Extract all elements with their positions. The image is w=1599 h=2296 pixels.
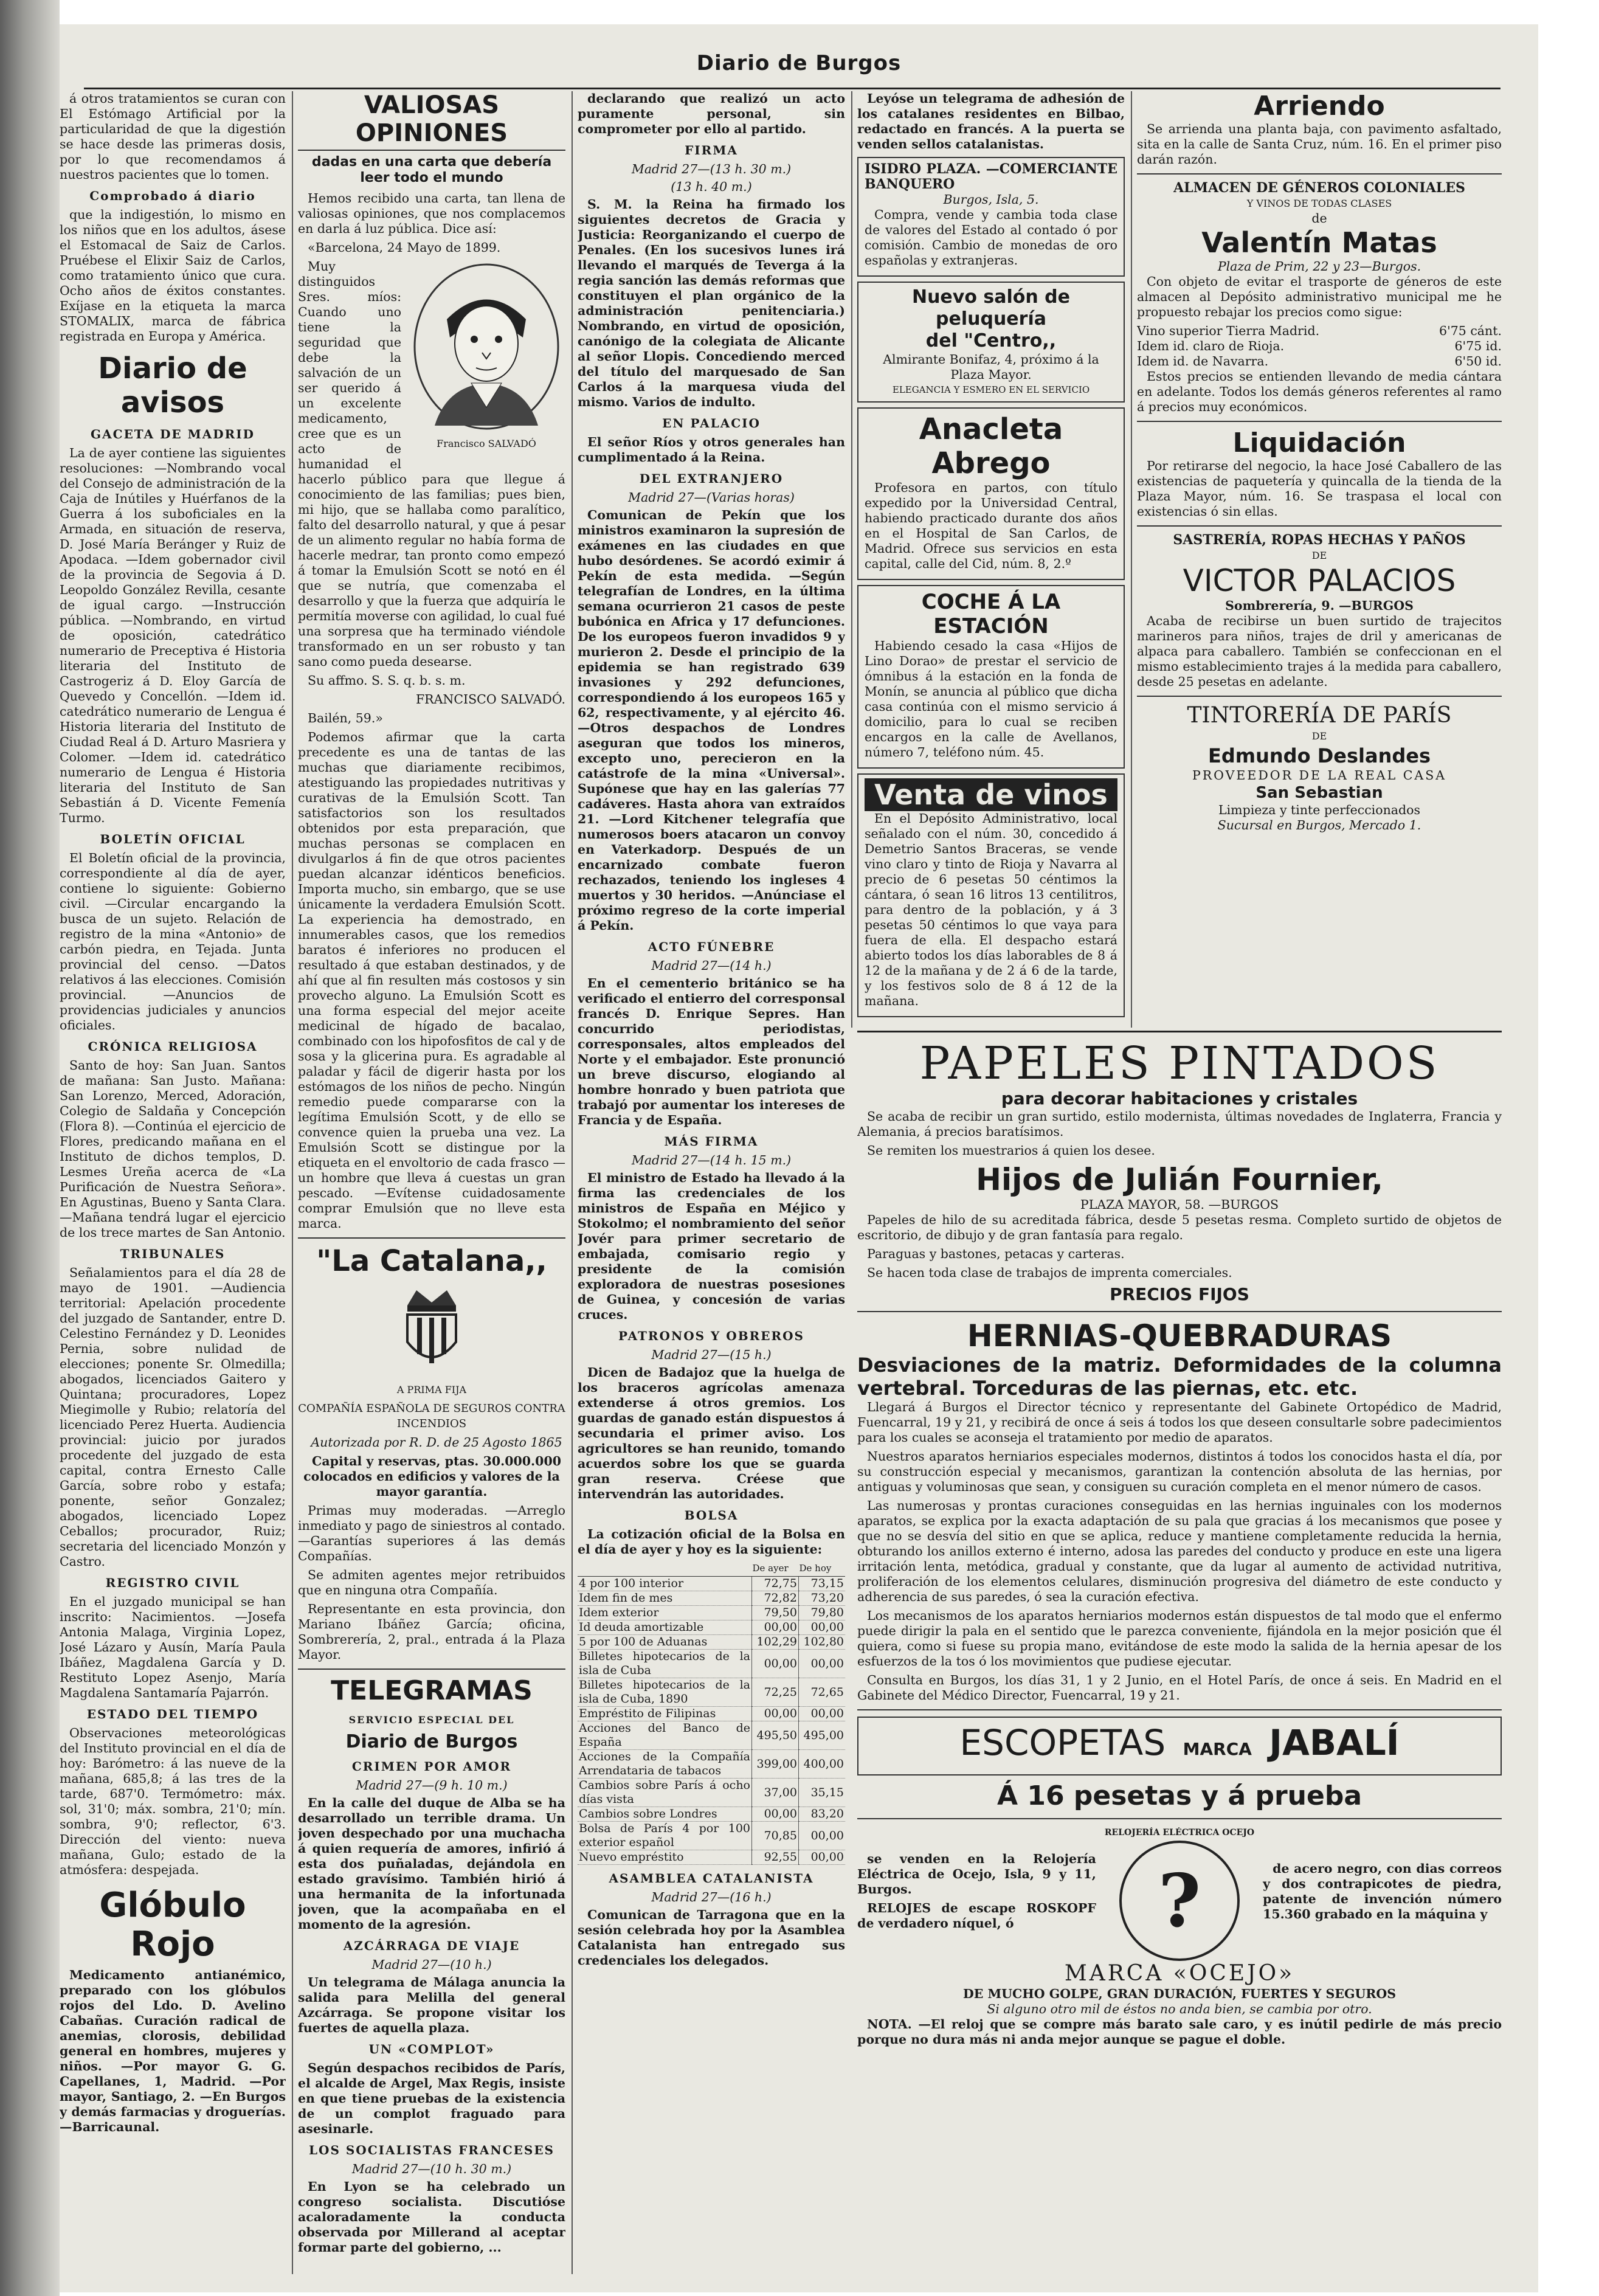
hernias-subtitle: Desviaciones de la matriz. Deformidades de la columna vertebral. Torceduras de las piernas, etc. etc. [857, 1354, 1502, 1400]
section-title: CRÓNICA RELIGIOSA [88, 1039, 258, 1054]
ad-text: Nuestros aparatos herniarios especiales modernos, distintos á todos los conocidos hasta el día, por su construcción especial y mecanismos, garantizan la contención absoluta de las hernias, por antiguas y voluminosas que sean, y consiguen su curación completa en el menor número de casos. [857, 1449, 1502, 1494]
bolsa-row [578, 1707, 845, 1721]
price-label: Idem id. de Navarra. [1137, 354, 1269, 368]
dateline: Madrid 27—(13 h. 30 m.) [631, 162, 792, 176]
masthead-title: Diario de Burgos [696, 51, 902, 75]
ad-address: Plaza de Prim, 22 y 23—Burgos. [1217, 259, 1421, 274]
bolsa-row [578, 1650, 845, 1678]
price-label: Vino superior Tierra Madrid. [1137, 323, 1320, 338]
ad-address: Sombrerería, 9. —BURGOS [1225, 598, 1414, 613]
bolsa-row [578, 1750, 845, 1779]
ad-anacleta [857, 407, 1125, 580]
ad-title: ALMACEN DE GÉNEROS COLONIALES [1173, 180, 1465, 196]
escopetas-title: ESCOPETAS [959, 1722, 1166, 1763]
ad-text: Los mecanismos de los aparatos herniarios modernos están dispuestos de tal modo que el enfermo puede dirigir la pala en el sentido que le parezca conveniente, fijándola en la mejor posición que él quiera, como si fuese su propia mano, evitándose de este modo la salida de la hernia apesar de los esfuerzos de la tos ó los movimientos que pudiese ejecutar. [857, 1608, 1502, 1668]
ad-text: Estos precios se entienden llevando de media cántara en adelante. Todos los demás géneros referentes al ramo á precios muy económicos. [1137, 369, 1502, 414]
dateline: Madrid 27—(15 h.) [651, 1347, 772, 1362]
section-title: FIRMA [685, 143, 738, 157]
section-title: BOLETÍN OFICIAL [100, 832, 246, 846]
ad-text: RELOJES de escape ROSKOPF de verdadero níquel, ó [857, 1901, 1096, 1931]
hernias-title: HERNIAS-QUEBRADURAS [967, 1318, 1392, 1354]
bolsa-value: 73,15 [799, 1577, 846, 1591]
article-text: á otros tratamientos se curan con El Estómago Artificial por la particularidad de que la digestión se hace desde las primeras dosis, por lo que recomendamos á nuestros pacientes que lo tomen. [60, 91, 286, 182]
catalana-company: COMPAÑÍA ESPAÑOLA DE SEGUROS CONTRA INCENDIOS [298, 1402, 565, 1430]
bolsa-row [578, 1822, 845, 1850]
column-rule [1131, 91, 1132, 1028]
section-title: REGISTRO CIVIL [105, 1575, 240, 1590]
bolsa-row [578, 1678, 845, 1707]
article-text: Dicen de Badajoz que la huelga de los braceros agrícolas amenaza extenderse á otros gremios. Los guardas de ganado están dispuestos á secundaria el primer aviso. Los agricultores se han reunido, tomando acuerdos sobre los que se guarda gran reserva. Créese que intervendrán las autoridades. [578, 1365, 845, 1501]
ad-title: COCHE Á LA ESTACIÓN [921, 590, 1061, 638]
section-title: BOLSA [684, 1508, 739, 1523]
relojes-right [1263, 1861, 1502, 1926]
bolsa-value: 37,00 [752, 1779, 799, 1807]
column-2 [578, 91, 845, 2280]
column-0 [60, 91, 286, 2280]
ad-text: Consulta en Burgos, los días 31, 1 y 2 Junio, en el Hotel París, de once á seis. En Madrid en el Gabinete del Médico Director, Fuencarral, 19 y 21. [857, 1673, 1502, 1703]
bolsa-row [578, 1635, 845, 1650]
ad-text: Compra, vende y cambia toda clase de valores del Estado al contado ó por comisión. Cambio de monedas de oro españolas y extranjeras. [865, 207, 1117, 268]
ad-connector: de [1311, 211, 1327, 226]
article-text: En la calle del duque de Alba se ha desarrollado un terrible drama. Un joven despechado por una muchacha á quien requería de amores, infirió á esta dos puñaladas, dejándola en estado gravísimo. También hirió á una hermanita de la infortunada joven, que la acompañaba en el momento de la agresión. [298, 1796, 565, 1932]
telegramas-title: TELEGRAMAS [331, 1675, 533, 1706]
bolsa-value: 495,00 [799, 1721, 846, 1750]
bolsa-label: Cambios sobre Londres [578, 1807, 752, 1822]
ad-address: Burgos, Isla, 5. [943, 192, 1039, 207]
bolsa-row [578, 1721, 845, 1750]
dateline: Madrid 27—(10 h.) [371, 1957, 492, 1972]
column-rule [851, 91, 852, 1028]
article-text: Muy distinguidos Sres. míos: Cuando uno tiene la seguridad que debe la salvación de un ser querido á un excelente medicamento, cree que es un acto de humanidad el hacerlo público para que llegue á conocimiento de las familias; pues bien, mi hijo, que se hallaba como paralítico, falto del desarrollo natural, y que á pesar de un alimento regular no había forma de hacerle medrar, tan pronto como empezó á tomar la Emulsión Scott se notó en él que se nutría, que comenzaba el desarrollo y que la fuerza que adquiría le permitía moverse con agilidad, lo cual fué una sorpresa que ha terminado viéndole transformado en un ser robusto y tan sano como pueda desearse. [298, 259, 565, 669]
section-title: ESTADO DEL TIEMPO [86, 1707, 259, 1721]
ad-subtitle: Y VINOS DE TODAS CLASES [1246, 198, 1392, 209]
bolsa-value: 72,65 [799, 1678, 846, 1707]
article-text: S. M. la Reina ha firmado los siguientes decretos de Gracia y Justicia: Reorganizando el cuerpo de Penales. (En los sucesivos lunes irá llevando el marqués de Teverga á la regia sanción las demás reformas que constituyen el plan orgánico de la administración penitenciaria.) Nombrando, en virtud de oposición, canónigo de la colegiata de Alicante al señor Llopis. Concediendo merced del título del marquesado de San Carlos á la marquesa viuda del mismo. Varios de indulto. [578, 197, 845, 409]
globulo-rojo-title: Glóbulo Rojo [99, 1886, 246, 1964]
bolsa-table [578, 1561, 845, 1865]
article-text: Medicamento antianémico, preparado con los glóbulos rojos del Ldo. D. Avelino Cabañas. Curación radical de anemias, clorosis, debilidad general en hombres, mujeres y niños. —Por mayor G. G. Capellanes, 1, Madrid. —Por mayor, Santiago, 2. —En Burgos y demás farmacias y droguerías. —Barricaunal. [60, 1968, 286, 2134]
bolsa-row [578, 1779, 845, 1807]
bolsa-label: Nuevo empréstito [578, 1850, 752, 1865]
bolsa-label: Cambios sobre París á ocho días vista [578, 1779, 752, 1807]
bolsa-value: 00,00 [752, 1807, 799, 1822]
ad-connector: DE [1311, 550, 1327, 561]
ad-address: Almirante Bonifaz, 4, próximo á la Plaza Mayor. [883, 352, 1099, 382]
relojes-ad [857, 1825, 1502, 1961]
article-text: En el juzgado municipal se han inscrito: Nacimientos. —Josefa Antonia Malaga, Virginia Lopez, José Lázaro y Ausín, María Paula Ibáñez, Magdalena García y D. Restituto Lopez Asenjo, María Magdalena Santamaría Pajarrón. [60, 1594, 286, 1700]
article-text: Señalamientos para el día 28 de mayo de 1901. —Audiencia territorial: Apelación procedente del juzgado de Santander, entre D. Celestino Fernández y D. Leonides Pernia, sobre nulidad de elecciones; ponente Sr. Olmedilla; abogados, licenciados Gaitero y Quintana; procuradores, Lopez Miegimolle y Rubio; relatoría del licenciado Perez Huerta. Audiencia provincial: juicio por jurados procedente del juzgado de esta capital, contra Ernesto Calle García, sobre robo y estafa; ponente, señor Gonzalez; abogados, licenciado Lopez Ceballos; procurador, Ruiz; secretaria del licenciado Monzón y Castro. [60, 1265, 286, 1569]
precios-fijos: PRECIOS FIJOS [1110, 1284, 1249, 1304]
article-text: Según despachos recibidos de París, el alcalde de Argel, Max Regis, insiste en que tiene pruebas de la existencia de un complot fraguado para asesinarle. [298, 2061, 565, 2136]
article-text: Observaciones meteorológicas del Instituto provincial en el día de hoy: Barómetro: á las nueve de la mañana, 685,8; á las tres de la tarde, 687'0. Termómetro: máx. sol, 31'0; máx. sombra, 21'0; mín. sombra, 9'0; reflector, 6'3. Dirección del viento: nueva mañana, Gulo; estado de la atmósfera: despejada. [60, 1726, 286, 1877]
ad-connector: DE [1311, 730, 1327, 742]
bolsa-value: 00,00 [799, 1650, 846, 1678]
bolsa-label: 5 por 100 de Aduanas [578, 1635, 752, 1650]
ad-title: ISIDRO PLAZA. —COMERCIANTE BANQUERO [865, 161, 1117, 192]
valiosas-title: VALIOSAS OPINIONES [298, 91, 565, 151]
portrait-caption: Francisco SALVADÓ [437, 438, 536, 449]
column-3 [857, 91, 1125, 1040]
catalana-capital: Capital y reservas, ptas. 30.000.000 colocados en edificios y valores de la mayor garantía. [303, 1454, 561, 1499]
bolsa-value: 72,25 [752, 1678, 799, 1707]
article-text: Hemos recibido una carta, tan llena de valiosas opiniones, que nos complacemos en darla á luz pública. Dice así: [298, 191, 565, 236]
catalana-title: "La Catalana,, [316, 1244, 547, 1278]
article-text: declarando que realizó un acto puramente personal, sin comprometer por ello al partido. [578, 91, 845, 136]
bolsa-value: 00,00 [799, 1707, 846, 1721]
masthead [60, 51, 1538, 88]
divider [1137, 421, 1502, 422]
section-title: MÁS FIRMA [664, 1134, 759, 1149]
escopetas-marca: MARCA [1183, 1739, 1252, 1759]
bolsa-value: 79,80 [799, 1606, 846, 1620]
article-text: Comunican de Tarragona que en la sesión celebrada hoy por la Asamblea Catalanista han entregado sus credenciales los delegados. [578, 1907, 845, 1968]
dateline: Madrid 27—(10 h. 30 m.) [351, 2162, 512, 2176]
ad-text: DE MUCHO GOLPE, GRAN DURACIÓN, FUERTES Y SEGUROS [962, 1987, 1397, 2001]
ad-address: Sucursal en Burgos, Mercado 1. [1217, 818, 1421, 832]
bolsa-row [578, 1620, 845, 1635]
bolsa-value: 00,00 [752, 1650, 799, 1678]
article-text: El señor Ríos y otros generales han cumplimentado á la Reina. [578, 435, 845, 465]
bolsa-row [578, 1577, 845, 1591]
price-row [1137, 339, 1502, 354]
bolsa-label: Billetes hipotecarios de la isla de Cuba [578, 1650, 752, 1678]
bolsa-header-ayer: De ayer [752, 1561, 799, 1577]
bolsa-label: Bolsa de París 4 por 100 exterior español [578, 1822, 752, 1850]
catalana-motto: A PRIMA FIJA [396, 1384, 467, 1395]
bolsa-label: Idem exterior [578, 1606, 752, 1620]
ad-text: Se arrienda una planta baja, con pavimento asfaltado, sita en la calle de Santa Cruz, núm. 16. En el primer piso darán razón. [1137, 122, 1502, 167]
ad-text: Habiendo cesado la casa «Hijos de Lino Dorao» de prestar el servicio de ómnibus á la estación en la fonda de Monín, se anuncia al público que dicha casa continúa con el mismo servicio á domicilio, para lo cual se reciben encargos en la calle de Avellanos, número 7, teléfono núm. 45. [865, 638, 1117, 759]
ad-coche [857, 585, 1125, 769]
bolsa-value: 00,00 [799, 1620, 846, 1635]
bolsa-row [578, 1807, 845, 1822]
bolsa-value: 102,29 [752, 1635, 799, 1650]
bolsa-value: 79,50 [752, 1606, 799, 1620]
section-title: CRIMEN POR AMOR [351, 1759, 512, 1774]
ad-text: Paraguas y bastones, petacas y carteras. [867, 1247, 1125, 1261]
dateline: (13 h. 40 m.) [671, 179, 752, 194]
papeles-subtitle: para decorar habitaciones y cristales [1001, 1088, 1358, 1108]
article-text: Representante en esta provincia, don Mariano Ibáñez García; oficina, Sombrerería, 2, pral., entrada á la Plaza Mayor. [298, 1602, 565, 1662]
ad-title: SASTRERÍA, ROPAS HECHAS Y PAÑOS [1173, 532, 1466, 548]
article-text: Podemos afirmar que la carta precedente es una de tantas de las muchas que diariamente recibimos, atestiguando las propiedades nutritivas y curativas de la Emulsión Scott. Tan satisfactorios son los resultados obtenidos por esta preparación, que muchas personas se complacen en divulgarlos á fin de que otros pacientes puedan alcanzar idénticos beneficios. Importa mucho, sin embargo, que se use únicamente la verdadera Emulsión Scott. La experiencia ha demostrado, en innumerables casos, que los remedios baratos é inferiores no producen el resultado á que estaban destinados, y de ahí que al fin resulten más costosos y sin provecho alguno. La Emulsión Scott es una forma especial del mejor aceite medicinal de hígado de bacalao, combinado con los hipofosfitos de cal y de sosa y la glicerina pura. Es agradable al paladar y fácil de digerir hasta por los estómagos de los niños de pecho. Ningún remedio puede compararse con la legítima Emulsión Scott, y de ello se convence quien la prueba una vez. La Emulsión Scott se distingue por la etiqueta en el envoltorio de cada frasco —un hombre que lleva á cuestas un gran pescado. —Evítense cuidadosamente comprar Emulsión que no lleve esta marca. [298, 730, 565, 1231]
bolsa-value: 102,80 [799, 1635, 846, 1650]
article-text: El Boletín oficial de la provincia, correspondiente al día de ayer, contiene lo siguiente: Gobierno civil. —Circular encargando la busca de un sujeto. Relación de registro de la mina «Antonio» de carbón piedra, en Tejada. Junta provincial del censo. —Datos relativos á las elecciones. Comisión provincial. —Anuncios de providencias judiciales y anuncios oficiales. [60, 851, 286, 1032]
bolsa-rows [578, 1577, 845, 1865]
portrait-illustration [407, 261, 565, 456]
ad-address: PLAZA MAYOR, 58. —BURGOS [1080, 1197, 1279, 1212]
ad-text: Papeles de hilo de su acreditada fábrica, desde 5 pesetas resma. Completo surtido de objetos de escritorio, de dibujo y de gran fantasía para regalo. [857, 1212, 1502, 1242]
hijos-fournier: Hijos de Julián Fournier, [976, 1162, 1383, 1197]
bolsa-row [578, 1850, 845, 1865]
ad-name: del "Centro,, [925, 330, 1057, 351]
watch-icon: ? [1119, 1841, 1240, 1961]
bolsa-row [578, 1591, 845, 1606]
letter-place: Bailén, 59.» [308, 711, 383, 725]
ad-note: NOTA. —El reloj que se compre más barato sale caro, y es inútil pedirle de más precio porque no dura más ni anda mejor aunque se pague el doble. [857, 2017, 1502, 2047]
article-text: que la indigestión, lo mismo en los niños que en los adultos, ásese el Estomacal de Saiz de Carlos. Pruébese el Elixir Saiz de Carlos, como tratamiento único que cura. Ocho años de éxitos constantes. Exíjase en la etiqueta la marca STOMALIX, marca de fábrica registrada en Europa y América. [60, 207, 286, 344]
section-title: DEL EXTRANJERO [639, 471, 784, 486]
letter-signature: FRANCISCO SALVADÓ. [415, 692, 565, 707]
section-title: EN PALACIO [662, 416, 761, 431]
article-text: La cotización oficial de la Bolsa en el día de ayer y hoy es la siguiente: [578, 1527, 845, 1557]
bolsa-header-hoy: De hoy [799, 1561, 846, 1577]
bolsa-value: 73,20 [799, 1591, 846, 1606]
ad-text: se venden en la Relojería Eléctrica de Ocejo, Isla, 9 y 11, Burgos. [857, 1852, 1096, 1897]
dateline: Madrid 27—(14 h. 15 m.) [631, 1153, 792, 1167]
papeles-title: PAPELES PINTADOS [919, 1039, 1440, 1090]
divider [857, 1311, 1502, 1312]
bolsa-value: 72,82 [752, 1591, 799, 1606]
article-text: Comunican de Pekín que los ministros examinaron la supresión de exámenes en las ciudades en que hubo desórdenes. Se acordó eximir á Pekín de esta medida. —Según telegrafían de Londres, en la última semana ocurrieron 21 casos de peste bubónica en Africa y 17 defunciones. De los europeos fueron invadidos 9 y murieron 2. Desde el principio de la epidemia se han registrado 639 invasiones y 292 defunciones, correspondiendo á los europeos 165 y 62, respectivamente, y al ejército 46. —Otros despachos de Londres aseguran que todos los mineros, excepto uno, perecieron en la catástrofe de la mina «Universal». Supónese que hay en las galerías 77 cadáveres. Hasta ahora van extraídos 21. —Lord Kitchener telegrafía que numerosos boers atacaron un convoy en Vaterkadorp. Después de un encarnizado combate fueron rechazados, teniendo los ingleses 4 muertos y 30 heridos. —Anúnciase el próximo regreso de la corte imperial á Pekín. [578, 508, 845, 933]
bolsa-value: 72,75 [752, 1577, 799, 1591]
price-value: 6'75 cánt. [1439, 323, 1502, 338]
price-value: 6'75 id. [1454, 339, 1502, 353]
ad-subtitle: PROVEEDOR DE LA REAL CASA [1192, 768, 1447, 783]
bolsa-value: 70,85 [752, 1822, 799, 1850]
ad-text: Acaba de recibirse un buen surtido de trajecitos marineros para niños, trajes de dril y americanas de alpaca para caballero. También se confeccionan en el mismo establecimiento trajes á la medida para caballero, desde 25 pesetas en adelante. [1137, 614, 1502, 689]
ad-text: Limpieza y tinte perfeccionados [1218, 803, 1420, 817]
section-title: ACTO FÚNEBRE [648, 939, 775, 954]
divider [1137, 696, 1502, 697]
ad-title: TINTORERÍA DE PARÍS [1187, 703, 1452, 728]
divider [1137, 525, 1502, 527]
bolsa-value: 35,15 [799, 1779, 846, 1807]
price-list [1137, 323, 1502, 369]
boy-portrait-icon [410, 261, 562, 432]
ad-peluqueria [857, 282, 1125, 403]
wide-ads [857, 1039, 1502, 2273]
divider [298, 1237, 565, 1239]
ad-name: Edmundo Deslandes [1207, 744, 1431, 767]
bolsa-label: Acciones del Banco de España [578, 1721, 752, 1750]
bolsa-label: Idem fin de mes [578, 1591, 752, 1606]
ad-vinos [857, 773, 1125, 1017]
bolsa-label: Empréstito de Filipinas [578, 1707, 752, 1721]
article-text: En el cementerio británico se ha verificado el entierro del corresponsal francés D. Enrique Sepres. Han concurrido periodistas, corresponsales, altos empleados del Norte y el embajador. Este pronunció un breve discurso, elogiando al hombre honrado y buen patriota que trabajó por aumentar los intereses de Francia y de España. [578, 976, 845, 1127]
dateline: Madrid 27—(9 h. 10 m.) [356, 1778, 508, 1793]
servicio-label: SERVICIO ESPECIAL DEL [348, 1714, 515, 1726]
ad-text: Por retirarse del negocio, la hace José Caballero de las existencias de paquetería y quincalla de la tienda de la Plaza Mayor, núm. 16. Se traspasa el local con existencias ó sin ellas. [1137, 458, 1502, 519]
ad-text: En el Depósito Administrativo, local señalado con el núm. 30, concedido á Demetrio Santos Braceras, se vende vino claro y tinto de Rioja y Navarra al precio de 6 pesetas 50 céntimos la cántara, ó sean 16 litros 13 centilitros, para dentro de la población, y á 3 pesetas 50 céntimos lo que vaya para fuera de ella. El despacho estará abierto todos los días laborables de 8 á 12 de la mañana y de 2 á 6 de la tarde, y los festivos solo de 8 á 12 de la mañana. [865, 811, 1117, 1008]
article-text: Leyóse un telegrama de adhesión de los catalanes residentes en Bilbao, redactado en francés. A la puerta se venden sellos catalanistas. [857, 91, 1125, 151]
watch-ring-text: RELOJERÍA ELÉCTRICA OCEJO [1104, 1828, 1255, 1838]
newspaper-page [60, 24, 1538, 2292]
ad-isidro-plaza [857, 157, 1125, 277]
article-text: Un telegrama de Málaga anuncia la salida para Melilla del general Azcárraga. Se propone visitar los fuertes de aquella plaza. [298, 1975, 565, 2035]
bolsa-value: 00,00 [752, 1620, 799, 1635]
column-4 [1137, 91, 1502, 1040]
ad-text: Se remiten los muestrarios á quien los desee. [867, 1143, 1155, 1158]
price-value: 6'50 id. [1454, 354, 1502, 368]
escopetas-banner [857, 1717, 1502, 1776]
dateline: Madrid 27—(14 h.) [651, 958, 772, 973]
ad-name: VICTOR PALACIOS [1183, 563, 1456, 598]
section-title: Comprobado á diario [89, 188, 256, 203]
bolsa-value: 495,50 [752, 1721, 799, 1750]
dateline: Madrid 27—(16 h.) [651, 1890, 772, 1904]
price-row [1137, 354, 1502, 369]
section-title: LOS SOCIALISTAS FRANCESES [308, 2143, 555, 2157]
section-title: UN «COMPLOT» [368, 2042, 495, 2056]
divider [298, 1668, 565, 1670]
section-rule [857, 1031, 1502, 1032]
valiosas-subtitle: dadas en una carta que debería leer todo el mundo [311, 154, 552, 185]
relojes-left [857, 1852, 1096, 1935]
divider [857, 1818, 1502, 1819]
ad-city: San Sebastian [1255, 784, 1383, 802]
article-text: En Lyon se ha celebrado un congreso socialista. Discutióse acaloradamente la conducta observada por Millerand al aceptar formar parte del gobierno, ... [298, 2179, 565, 2255]
bolsa-value: 83,20 [799, 1807, 846, 1822]
section-title: AZCÁRRAGA DE VIAJE [343, 1938, 520, 1953]
divider [1137, 173, 1502, 175]
dateline: Madrid 27—(Varias horas) [628, 490, 795, 505]
ad-text: Con objeto de evitar el trasporte de géneros de este almacen al Depósito administrativo municipal me he propuesto rebajar los precios como sigue: [1137, 274, 1502, 319]
article-text: El ministro de Estado ha llevado á la firma las credenciales de los ministros de España en Méjico y Stokolmo; el nombramiento del señor Jovér para primer secretario de embajada, comisario regio y presidente de la comisión exploradora de nuestras posesiones de Guinea, y concesión de varias cruces. [578, 1170, 845, 1322]
bolsa-value: 400,00 [799, 1750, 846, 1779]
crown-shield-icon [386, 1281, 477, 1378]
article-text: Se admiten agentes mejor retribuidos que en ninguna otra Compañía. [298, 1568, 565, 1597]
watch-emblem [1105, 1825, 1254, 1961]
letter-close: Su affmo. S. S. q. b. s. m. [308, 673, 466, 688]
bolsa-label: Billetes hipotecarios de la isla de Cuba, 1890 [578, 1678, 752, 1707]
bolsa-row [578, 1606, 845, 1620]
ad-text: de acero negro, con dias correos y dos contrapicotes de piedra, patente de invención número 15.360 grabado en la máquina y [1263, 1861, 1502, 1921]
ad-text: Se acaba de recibir un gran surtido, estilo modernista, últimas novedades de Inglaterra, Francia y Alemania, á precios baratísimos. [857, 1109, 1502, 1139]
ad-title: Liquidación [1232, 427, 1406, 458]
article-text: Santo de hoy: San Juan. Santos de mañana: San Justo. Mañana: San Lorenzo, Merced, Adoración, Colegio de Saldaña y Concepción (Flora 8). —Continúa el ejercicio de Flores, predicando mañana en el Instituto de dichos templos, D. Lesmes Ureña acerca de «La Purificación de Nuestra Señora». En Agustinas, Bueno y Santa Clara. —Mañana tendrá lugar el ejercicio de los trece martes de San Antonio. [60, 1058, 286, 1240]
bolsa-value: 399,00 [752, 1750, 799, 1779]
escopetas-price: Á 16 pesetas y á prueba [996, 1780, 1362, 1811]
section-title: GACETA DE MADRID [91, 427, 255, 441]
price-label: Idem id. claro de Rioja. [1137, 339, 1285, 353]
column-rule [572, 91, 573, 2274]
bolsa-label: Id deuda amortizable [578, 1620, 752, 1635]
ad-name: Valentín Matas [1201, 226, 1437, 259]
section-title: PATRONOS Y OBREROS [618, 1329, 804, 1343]
diario-avisos-title: Diario de avisos [98, 351, 247, 420]
ad-title: Venta de vinos [865, 778, 1117, 811]
escopetas-jabali: JABALÍ [1269, 1722, 1400, 1763]
bolsa-value: 00,00 [799, 1850, 846, 1865]
section-title: ASAMBLEA CATALANISTA [609, 1871, 814, 1886]
ad-title: Anacleta Abrego [919, 412, 1063, 480]
bolsa-value: 92,55 [752, 1850, 799, 1865]
binding-gutter [0, 0, 60, 2296]
column-1 [298, 91, 565, 2280]
ad-text: Se hacen toda clase de trabajos de imprenta comerciales. [867, 1265, 1232, 1280]
ad-title: Nuevo salón de peluquería [911, 286, 1071, 330]
price-row [1137, 323, 1502, 339]
article-text: Primas muy moderadas. —Arreglo inmediato y pago de siniestros al contado. —Garantías superiores á las demás Compañías. [298, 1503, 565, 1563]
diario-de-burgos-label: Diario de Burgos [345, 1731, 518, 1752]
ad-text: Profesora en partos, con título expedido por la Universidad Central, habiendo practicado durante dos años en el Hospital de San Carlos, de Madrid. Ofrece sus servicios en esta capital, calle del Cid, núm. 8, 2.º [865, 480, 1117, 571]
ad-slogan: ELEGANCIA Y ESMERO EN EL SERVICIO [892, 384, 1090, 395]
ad-text: Si alguno otro mil de éstos no anda bien, se cambia por otro. [987, 2002, 1372, 2016]
ad-text: Las numerosas y prontas curaciones conseguidas en las hernias inguinales con los modernos aparatos, se explica por la exacta adaptación de su pala que gracias á los mecanismos que posee y que no se desvía del sitio en que se aplica, reduce y mantiene completamente reducida la hernia, obturando los anillos externo é interno, adosa las paredes del conducto y produce en este una ligera irritación lenta, metódica, gradual y constante, que da lugar al aumento de actividad nutritiva, proliferación de los elementos celulares, disminución progresiva del diámetro de este conducto y adherencia de sus paredes, ó sea la curación efectiva. [857, 1498, 1502, 1604]
bolsa-value: 00,00 [799, 1822, 846, 1850]
letter-date: «Barcelona, 24 Mayo de 1899. [308, 240, 501, 255]
article-text: La de ayer contiene las siguientes resoluciones: —Nombrando vocal del Consejo de administración de la Caja de Inútiles y Huérfanos de la Guerra á los suboficiales en la Armada, en situación de reserva, D. José María Beránger y Ruiz de Apodaca. —Idem gobernador civil de la provincia de Segovia á D. Leopoldo González Revilla, cesante de igual cargo. —Instrucción pública. —Nombrando, en virtud de oposición, catedrático numerario de Preceptiva é Historia literaria del Instituto de Castrogeriz á D. Eloy García de Quevedo y Concellón. —Idem id. catedrático numerario de Lengua é Historia literaria del Instituto de Ciudad Real á D. Arturo Masriera y Colomer. —Idem id. catedrático numerario de Lengua é Historia literaria del Instituto de San Sebastián á D. Vicente Femenía Turmo. [60, 446, 286, 825]
column-rule [292, 91, 293, 2274]
ad-title: Arriendo [1254, 91, 1385, 122]
masthead-rule [84, 88, 1501, 89]
bolsa-label: 4 por 100 interior [578, 1577, 752, 1591]
bolsa-value: 00,00 [752, 1707, 799, 1721]
marca-ocejo: MARCA «OCEJO» [1064, 1961, 1295, 1986]
section-title: TRIBUNALES [120, 1247, 226, 1261]
ad-text: Llegará á Burgos el Director técnico y representante del Gabinete Ortopédico de Madrid, Fuencarral, 19 y 21, y recibirá de once á seis á todos los que deseen consultarle sobre padecimientos para los cuales se aconseja el tratamiento por medio de aparatos. [857, 1400, 1502, 1445]
catalana-authorization: Autorizada por R. D. de 25 Agosto 1865 [311, 1435, 562, 1450]
divider [857, 1709, 1502, 1710]
bolsa-label: Acciones de la Compañía Arrendataria de tabacos [578, 1750, 752, 1779]
